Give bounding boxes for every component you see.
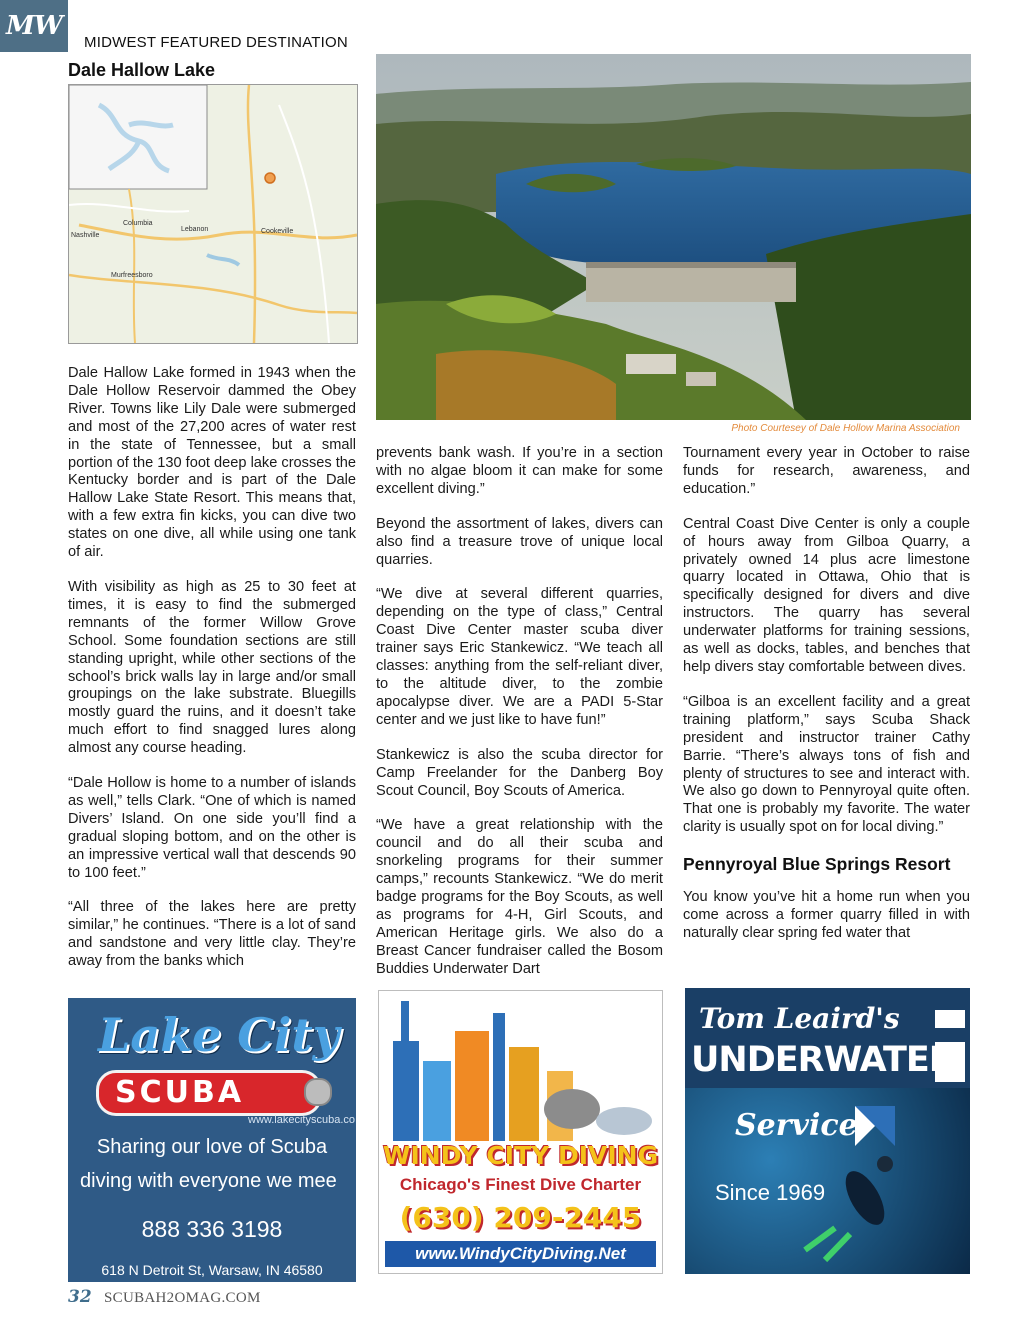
paragraph: “All three of the lakes here are pretty similar,” he continues. “There is a lot of sand and sandstone and very little clay. They’re away from the banks which [68, 899, 356, 970]
tom-leaird-since: Since 1969 [715, 1180, 826, 1205]
dam-aerial-photo [376, 54, 971, 420]
page-number: 32 [68, 1287, 92, 1307]
map-label-cookeville: Cookeville [261, 228, 294, 235]
paragraph: prevents bank wash. If you’re in a section with no algae bloom it can make for some excellent diving.” [376, 445, 663, 497]
paragraph: Stankewicz is also the scuba director for Camp Freelander for the Danberg Boy Scout Council, Boy Scouts of America. [376, 746, 663, 799]
tom-leaird-service: Service [735, 1108, 858, 1143]
footer-site[interactable]: SCUBAH2OMAG.COM [104, 1290, 261, 1306]
section-subheading: Pennyroyal Blue Springs Resort [683, 854, 951, 875]
tom-leaird-name: Tom Leaird's [699, 1002, 900, 1035]
lake-city-phone[interactable]: 888 336 3198 [141, 1216, 283, 1242]
paragraph: Beyond the assortment of lakes, divers can also find a treasure trove of unique local quarries. [376, 515, 663, 568]
windy-city-subtitle: Chicago's Finest Dive Charter [399, 1175, 642, 1194]
windy-city-url-bar [385, 1241, 656, 1267]
map-label-lebanon: Lebanon [181, 226, 209, 233]
windy-city-url[interactable]: www.WindyCityDiving.Net [415, 1244, 626, 1263]
photo-credit: Photo Courtesey of Dale Hollow Marina Association [731, 423, 960, 434]
paragraph: “Dale Hollow is home to a number of islands as well,” tells Clark. “One of which is named Divers’ Island. On one side you’ll find a gradual sloping bottom, and on the other is an impressive vertical wall that descends 90 to 100 feet.” [68, 775, 356, 881]
lake-city-logo-scuba: SCUBA [115, 1075, 245, 1110]
lake-city-url[interactable]: www.lakecityscuba.co [248, 1114, 355, 1126]
lake-city-logo-script: Lake City [98, 1008, 340, 1062]
ad-windy-city-diving[interactable] [378, 990, 663, 1274]
ad-tom-leairds-underwater-service[interactable] [685, 988, 970, 1274]
paragraph: Dale Hallow Lake formed in 1943 when the Dale Hollow Reservoir dammed the Obey River. Towns like Lily Dale were submerged and most of the 27,200 acres of water rest in the state of Tennessee, but a small portion of the 130 foot deep lake crosses the Kentucky border and is part of the Dale Hallow Lake State Resort. This means that, with a few extra fin kicks, you can dive two states on one dive, all while using one tank of air. [68, 365, 356, 561]
lake-city-address: 618 N Detroit St, Warsaw, IN 46580 [101, 1262, 323, 1278]
scuba-tank-logo [96, 1070, 322, 1116]
tom-leaird-underwater: UNDERWATER [691, 1040, 955, 1080]
paragraph: “Gilboa is an excellent facility and a great training platform,” says Scuba Shack president and instructor trainer Cathy Barrie. “There’s always tons of fish and plenty of structures to see and interact with. We also go down to Pennyroyal quite often. That one is probably my favorite. The water clarity is usually spot on for local diving.” [683, 693, 970, 836]
article-column-2 [376, 445, 663, 978]
sidebar-title: Dale Hallow Lake [68, 60, 216, 80]
lake-city-tagline-1: Sharing our love of Scuba [96, 1136, 328, 1158]
article-column-1 [68, 365, 356, 987]
article-column-3 [683, 445, 970, 978]
map-label-columbia: Columbia [123, 220, 153, 227]
map-label-murfreesboro: Murfreesboro [111, 272, 153, 279]
magazine-badge: MW [0, 0, 68, 52]
paragraph: With visibility as high as 25 to 30 feet at times, it is easy to find the submerged remnants of the former Willow Grove School. Some foundation sections are still standing upright, while other sections of the school’s brick walls lay in large and/or small groupings on the lake substrate. Bluegills mostly guard the ruins, and it doesn’t take much effort to find snagged lures along almost any course heading. [68, 578, 356, 757]
paragraph: Tournament every year in October to raise funds for research, awareness, and education.” [683, 445, 970, 497]
lake-city-tagline-2: diving with everyone we mee [80, 1170, 337, 1192]
windy-city-phone[interactable]: (630) 209-2445 [399, 1201, 642, 1234]
paragraph: You know you’ve hit a home run when you come across a former quarry filled in with naturally clear spring fed water that [683, 889, 970, 941]
map-graphic [69, 85, 357, 343]
ad-lake-city-scuba[interactable] [68, 998, 356, 1282]
tank-valve-icon [304, 1078, 332, 1106]
paragraph: Central Coast Dive Center is only a couple of hours away from Gilboa Quarry, a privately owned 14 plus acre limestone quarry located in Ottawa, Ohio that is specifically designed for divers and dive instructors. The quarry has several underwater platforms for training sessions, as well as docks, tables, and benches that help divers stay comfortable between dives. [683, 515, 970, 675]
lake-map [68, 84, 358, 344]
map-label-nashville: Nashville [71, 232, 100, 239]
paragraph: “We have a great relationship with the council and do all their scuba and snorkeling programs for their summer camps,” recounts Stankewicz. “We do merit badge programs for the Boy Scouts, as well as programs for 4-H, Girl Scouts, and American Heritage girls. We also do a Breast Cancer fundraiser called the Bosom Buddies Underwater Dart [376, 817, 663, 977]
chicago-skyline-graphic [379, 991, 662, 1141]
section-label: MIDWEST FEATURED DESTINATION [84, 34, 348, 51]
windy-city-title: WINDY CITY DIVING [382, 1141, 659, 1170]
paragraph: “We dive at several different quarries, depending on the type of class,” Central Coast Dive Center master scuba diver trainer says Eric Stankewicz. “We teach all classes: anything from the self-reliant diver, to the altitude diver, to the zombie apocalypse diver. We are a PADI 5-Star center and we just like to have fun!” [376, 586, 663, 728]
